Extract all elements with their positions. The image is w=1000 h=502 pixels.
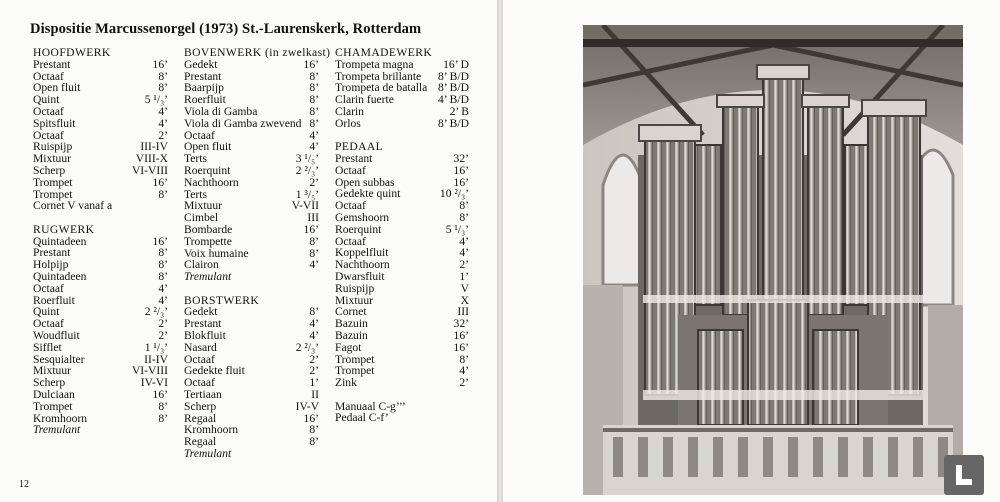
stop-name: Blokfluit [184,328,226,342]
stop-pitch: 32’ [453,317,469,331]
stop-name: Zink [335,376,357,390]
stop-pitch: 4’ [158,104,168,118]
stop-pitch: 8’ [459,352,469,366]
stop-name: Ruispijp [33,140,73,154]
stop-name: Trompette [184,234,232,248]
stop-pitch: 8’ [158,81,168,95]
division-section [33,47,168,212]
column-3 [335,47,469,424]
division-section [33,224,168,436]
stop-name: Regaal [184,435,217,449]
stop-name: Trompet [335,364,375,378]
stop-pitch: 1’ [459,269,469,283]
stop-name: Trompet [33,187,73,201]
stop-name: Prestant [33,246,71,260]
stop-pitch: 16’ [303,411,319,425]
watermark-logo-icon [944,455,984,495]
stop-name: Prestant [184,69,222,83]
stop-pitch: 8’ [309,246,319,260]
stop-name: Gedekte fluit [184,364,245,378]
stop-name: Viola di Gamba [184,104,258,118]
stop-pitch: 16’ [453,175,469,189]
stop-pitch: 8’ [309,104,319,118]
stop-name: Holpijp [33,258,69,272]
stop-row [184,271,319,283]
stop-pitch: 8’ B/D [437,69,469,83]
stop-pitch: 4’ [309,258,319,272]
column-2 [184,46,331,471]
stop-name: Octaaf [335,199,366,213]
stop-name: Sesquialter [33,352,85,366]
stop-name: Octaaf [33,281,64,295]
stop-pitch: 4’ [309,317,319,331]
stop-pitch: VIII-X [135,152,168,166]
stop-pitch: X [460,293,469,307]
stop-pitch: III [307,211,319,225]
division-section [335,141,469,389]
stop-name: Koppelfluit [335,246,389,260]
stop-pitch: 2’ [459,258,469,272]
division-heading: HOOFDWERK [33,46,111,59]
stop-name: Bazuin [335,328,368,342]
stop-name: Kromhoorn [33,411,88,425]
stop-name: Gedekt [184,57,218,71]
stop-pitch: 4’ [158,281,168,295]
stop-name: Mixtuur [33,152,72,166]
stop-pitch: 16’ [152,234,168,248]
division-section [184,46,331,284]
stop-name: Open fluit [184,140,232,154]
stop-name: Mixtuur [33,364,72,378]
stop-pitch: 8’ [158,269,168,283]
stop-pitch: 2’ [158,328,168,342]
stop-name: Trompeta magna [335,57,414,71]
stop-pitch: 2’ [309,364,319,378]
stop-pitch: 8’ [158,187,168,201]
compass-note: Pedaal C-f’ [335,411,389,425]
stop-name: Clarin [335,104,364,118]
stop-pitch: 5 ¹/₃’ [445,222,469,236]
stop-name: Nachthoorn [335,258,390,272]
stop-pitch: 4’ [459,234,469,248]
stop-name: Trompeta brillante [335,69,422,83]
stop-pitch: V [460,281,469,295]
stop-name: Roerfluit [33,293,75,307]
stop-pitch: 5 ¹/₃’ [144,93,168,107]
stop-pitch: IV-VI [140,376,168,390]
stop-pitch: 8’ [309,305,319,319]
organ-photo [583,25,963,495]
stop-pitch: 2’ B [449,104,469,118]
stop-name: Fagot [335,340,362,354]
stop-pitch: 2’ [158,128,168,142]
stop-row [184,448,319,460]
stop-pitch: 8’ B/D [437,81,469,95]
stop-pitch: 16’ [453,163,469,177]
stop-pitch: 16’ [453,328,469,342]
stop-pitch: II-IV [144,352,168,366]
stop-name: Mixtuur [184,199,223,213]
stop-pitch: 2’ [309,352,319,366]
stop-pitch: 16’ [152,57,168,71]
column-1 [33,47,168,448]
stop-pitch: 2 ²/₃’ [144,305,168,319]
stop-row [33,424,168,436]
stop-pitch: 3 ¹/₅’ [295,152,319,166]
stop-pitch: 8’ [459,210,469,224]
stop-pitch: VI-VIII [131,163,168,177]
stop-row [335,118,469,130]
compass-notes [335,401,469,425]
stop-pitch: II [311,387,319,401]
stop-name: Trompet [335,352,375,366]
stop-pitch: 8’ [459,199,469,213]
division-section [335,47,469,130]
stop-pitch: 8’ [158,258,168,272]
stop-name: Octaaf [184,352,215,366]
stop-row [33,200,168,212]
stop-pitch: 16’ [303,222,319,236]
stop-pitch: 16’ [152,175,168,189]
stop-pitch: 8’ [158,399,168,413]
stop-name: Octaaf [33,317,64,331]
stop-name: Orlos [335,116,361,130]
stop-name: Baarpijp [184,81,224,95]
stop-pitch: 4’ [459,364,469,378]
stop-pitch: V-VII [291,199,319,213]
division-section [184,295,319,460]
stop-pitch: 8’ [158,69,168,83]
division-heading: RUGWERK [33,222,95,236]
stop-name: Tremulant [184,270,232,284]
stop-name: Roerfluit [184,93,226,107]
stop-name: Prestant [335,151,373,165]
stop-name: Nachthoorn [184,175,239,189]
stop-row [335,377,469,389]
stop-name: Terts [184,187,208,201]
stop-pitch: 16’ [453,340,469,354]
stop-name: Clarin fuerte [335,93,394,107]
stop-name: Scherp [184,399,217,413]
division-heading: BORSTWERK [184,293,260,307]
stop-pitch: 8’ [309,423,319,437]
stop-name: Scherp [33,376,66,390]
stop-pitch: 2 ²/₃’ [295,340,319,354]
stop-name: Cornet V vanaf a [33,199,113,213]
stop-name: Prestant [184,317,222,331]
stop-name: Woudfluit [33,328,80,342]
stop-name: Dulciaan [33,387,75,401]
stop-name: Nasard [184,340,217,354]
stop-pitch: IV-V [295,399,319,413]
stop-pitch: 8’ B/D [437,116,469,130]
stop-pitch: 1’ [309,376,319,390]
stop-name: Regaal [184,411,217,425]
stop-pitch: 2’ [309,175,319,189]
division-heading: BOVENWERK (in zwelkast) [184,46,331,59]
stop-name: Ruispijp [335,281,375,295]
stop-name: Scherp [33,163,66,177]
stop-pitch: 4’ [158,293,168,307]
stop-pitch: 16’ [152,387,168,401]
stop-name: Quintadeen [33,234,87,248]
stop-pitch: 10 ²/₃’ [439,187,469,201]
stop-pitch: 32’ [453,151,469,165]
division-heading: PEDAAL [335,140,384,154]
stop-pitch: 1 ¹/₃’ [144,340,168,354]
stop-name: Tremulant [184,446,232,460]
page-title: Dispositie Marcussenorgel (1973) St.-Laurenskerk, Rotterdam [30,21,422,37]
stop-name: Octaaf [33,128,64,142]
stop-name: Clairon [184,258,219,272]
stop-name: Open fluit [33,81,81,95]
stop-pitch: III [457,305,469,319]
compass-note: Manuaal C-g’’’ [335,399,406,413]
stop-pitch: 8’ [309,435,319,449]
stop-pitch: 16’ D [443,57,469,71]
stop-name: Mixtuur [335,293,374,307]
stop-pitch: 4’ [309,328,319,342]
stop-name: Spitsfluit [33,116,76,130]
stop-name: Octaaf [335,163,366,177]
stop-name: Roerquint [184,163,231,177]
stop-name: Gemshoorn [335,210,390,224]
stop-name: Kromhoorn [184,423,239,437]
stop-name: Trompet [33,175,73,189]
stop-name: Octaaf [33,104,64,118]
page-number-left: 12 [19,479,29,490]
stop-pitch: VI-VIII [131,364,168,378]
stop-name: Octaaf [335,234,366,248]
stop-pitch: 4’ [158,116,168,130]
stop-name: Voix humaine [184,246,249,260]
stop-name: Cornet [335,305,367,319]
stop-name: Quint [33,305,60,319]
stop-pitch: 2 ²/₃’ [295,163,319,177]
stop-pitch: 4’ [459,246,469,260]
stop-name: Octaaf [184,128,215,142]
stop-name: Bazuin [335,317,368,331]
stop-name: Prestant [33,57,71,71]
stop-name: Trompet [33,399,73,413]
stop-name: Octaaf [184,376,215,390]
stop-pitch: III-IV [140,140,168,154]
stop-name: Tertiaan [184,387,222,401]
stop-name: Bombarde [184,222,233,236]
stop-pitch: 8’ [309,69,319,83]
stop-name: Open subbas [335,175,395,189]
stop-pitch: 2’ [459,376,469,390]
stop-pitch: 4’ [309,140,319,154]
stop-pitch: 8’ [309,116,319,130]
stop-name: Octaaf [33,69,64,83]
stop-name: Quintadeen [33,269,87,283]
stop-name: Gedekte quint [335,187,401,201]
stop-name: Dwarsfluit [335,269,385,283]
stop-pitch: 4’ [309,128,319,142]
stop-pitch: 2’ [158,317,168,331]
stop-name: Tremulant [33,423,81,437]
stop-pitch: 1 ³/₅’ [295,187,319,201]
stop-pitch: 8’ [309,81,319,95]
stop-name: Terts [184,152,208,166]
left-page [0,0,497,502]
stop-pitch: 8’ [309,93,319,107]
stop-pitch: 4’ B/D [437,93,469,107]
stop-name: Viola di Gamba zwevend [184,116,302,130]
stop-pitch: 8’ [309,234,319,248]
stop-name: Roerquint [335,222,382,236]
stop-name: Sifflet [33,340,62,354]
stop-pitch: 8’ [158,411,168,425]
division-heading: CHAMADEWERK [335,46,433,59]
stop-name: Cimbel [184,211,219,225]
stop-pitch: 16’ [303,57,319,71]
stop-name: Quint [33,93,60,107]
stop-name: Gedekt [184,305,218,319]
stop-pitch: 8’ [158,246,168,260]
stop-name: Trompeta de batalla [335,81,428,95]
